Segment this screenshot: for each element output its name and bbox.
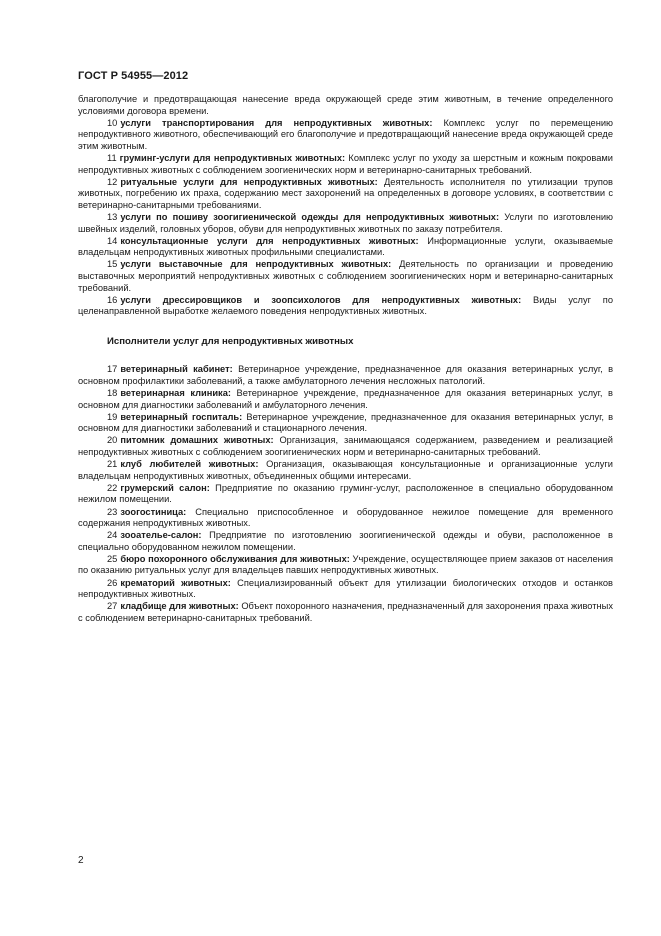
entry-term: питомник домашних животных: bbox=[120, 435, 274, 446]
entry-definition: Деятельность по организации и проведению выставочных мероприятий непродуктивных животных с соблюдением зоогигиенических норм и ветеринарно-санитарных требований. bbox=[78, 259, 613, 293]
entry-number: 25 bbox=[107, 553, 118, 564]
entry-definition: Специально приспособленное и оборудованное нежилое помещение для временного содержания непродуктивных животных. bbox=[78, 506, 613, 529]
definition-entry bbox=[78, 212, 613, 235]
entry-term: услуги выставочные для непродуктивных животных: bbox=[120, 259, 392, 270]
entry-definition: Информационные услуги, оказываемые владельцам непродуктивных животных профильными специалистами. bbox=[78, 235, 614, 258]
entry-number: 16 bbox=[107, 294, 118, 305]
definition-entry bbox=[78, 388, 613, 411]
definition-entry bbox=[78, 177, 613, 212]
definitions-services bbox=[78, 118, 613, 318]
definition-entry bbox=[78, 578, 613, 601]
definition-entry bbox=[78, 412, 613, 435]
entry-term: грумерский салон: bbox=[120, 482, 210, 493]
definitions-providers bbox=[78, 364, 613, 624]
entry-number: 27 bbox=[107, 601, 118, 612]
entry-term: кладбище для животных: bbox=[120, 601, 239, 612]
entry-definition: Виды услуг по целенаправленной выработке желаемого поведения непродуктивных животных. bbox=[78, 294, 613, 317]
entry-definition: Предприятие по изготовлению зоогигиенической одежды и обуви, расположенное в специально оборудованном нежилом помещении. bbox=[78, 530, 613, 552]
definition-entry bbox=[78, 601, 613, 624]
definition-entry bbox=[78, 554, 613, 577]
entry-definition: Специализированный объект для утилизации биологических отходов и останков непродуктивных животных. bbox=[78, 577, 613, 600]
definition-entry bbox=[78, 259, 613, 294]
entry-term: зоогостиница: bbox=[120, 506, 187, 517]
definition-entry bbox=[78, 153, 613, 176]
entry-number: 23 bbox=[107, 506, 118, 517]
document-header: ГОСТ Р 54955—2012 bbox=[78, 70, 189, 82]
entry-number: 19 bbox=[107, 411, 118, 422]
entry-number: 22 bbox=[107, 482, 118, 493]
entry-definition: Ветеринарное учреждение, предназначенное для оказания ветеринарных услуг, в основном для диагностики заболеваний и амбулаторного лечения. bbox=[78, 388, 614, 410]
definition-entry bbox=[78, 236, 613, 259]
entry-definition: Ветеринарное учреждение, предназначенное для оказания ветеринарных услуг, в основном профилактики заболеваний, а также амбулаторного лечения несложных патологий. bbox=[78, 364, 614, 386]
definition-entry bbox=[78, 530, 613, 553]
definition-entry bbox=[78, 483, 613, 506]
entry-definition: Деятельность исполнителя по утилизации трупов животных, погребению их праха, содержанию мест захоронений на определенных в договоре условиях, в соответствии с ветеринарно-санитарными требованиями. bbox=[78, 176, 613, 210]
entry-number: 21 bbox=[107, 459, 118, 470]
entry-term: клуб любителей животных: bbox=[120, 459, 259, 470]
entry-term: ветеринарный кабинет: bbox=[120, 364, 233, 375]
entry-term: ветеринарная клиника: bbox=[120, 388, 231, 399]
entry-number: 17 bbox=[107, 364, 118, 375]
entry-number: 10 bbox=[107, 117, 118, 128]
entry-term: услуги по пошиву зоогигиенической одежды для непродуктивных животных: bbox=[120, 211, 500, 222]
entry-term: услуги дрессировщиков и зоопсихологов для непродуктивных животных: bbox=[120, 294, 522, 305]
entry-term: ритуальные услуги для непродуктивных животных: bbox=[120, 176, 378, 187]
entry-term: бюро похоронного обслуживания для животных: bbox=[120, 553, 350, 564]
entry-definition: Организация, оказывающая консультационные и организационные услуги владельцам непродуктивных животных, объединенных общими интересами. bbox=[78, 459, 613, 481]
definition-entry bbox=[78, 364, 613, 387]
entry-number: 12 bbox=[107, 176, 118, 187]
entry-term: услуги транспортирования для непродуктивных животных: bbox=[120, 117, 433, 128]
document-body bbox=[78, 94, 613, 625]
entry-definition: Предприятие по оказанию груминг-услуг, расположенное в специально оборудованном нежилом помещении. bbox=[78, 482, 614, 505]
entry-definition: Услуги по изготовлению швейных изделий, головных уборов, обуви для непродуктивных животных по заказу потребителя. bbox=[78, 211, 613, 234]
entry-number: 11 bbox=[107, 152, 117, 163]
entry-definition: Учреждение, осуществляющее прием заказов от населения по оказанию ритуальных услуг для владельцев павших непродуктивных животных. bbox=[78, 553, 613, 576]
entry-definition: Комплекс услуг по уходу за шерстным и кожным покровами непродуктивных животных с соблюдением зоогиенических норм и ветеринарно-санитарных требований. bbox=[78, 152, 613, 175]
entry-term: консультационные услуги для непродуктивных животных: bbox=[120, 235, 419, 246]
definition-entry bbox=[78, 295, 613, 318]
definition-entry bbox=[78, 435, 613, 458]
entry-term: груминг-услуги для непродуктивных животных: bbox=[119, 152, 346, 163]
entry-term: ветеринарный госпиталь: bbox=[120, 411, 243, 422]
entry-number: 20 bbox=[107, 435, 118, 446]
entry-number: 13 bbox=[107, 211, 118, 222]
entry-definition: Комплекс услуг по перемещению непродуктивного животного, обеспечивающий его благополучие и предотвращающий нанесение вреда окружающей среде этим животным. bbox=[78, 117, 613, 151]
page-number: 2 bbox=[78, 855, 84, 866]
entry-term: зооателье-салон: bbox=[120, 530, 202, 541]
entry-number: 15 bbox=[107, 259, 118, 270]
section-subheading: Исполнители услуг для непродуктивных животных bbox=[107, 335, 354, 347]
entry-definition: Организация, занимающаяся содержанием, разведением и реализацией непродуктивных животных с соблюдением зоогигиенических норм и ветеринарно-санитарных требований. bbox=[78, 435, 613, 458]
definition-entry bbox=[78, 118, 613, 153]
entry-number: 18 bbox=[107, 388, 118, 399]
definition-entry bbox=[78, 459, 613, 482]
entry-definition: Объект похоронного назначения, предназначенный для захоронения праха животных с соблюдением ветеринарно-санитарных требований. bbox=[78, 601, 613, 623]
entry-number: 24 bbox=[107, 530, 118, 541]
entry-number: 14 bbox=[107, 235, 118, 246]
entry-number: 26 bbox=[107, 577, 118, 588]
entry-term: крематорий животных: bbox=[120, 577, 231, 588]
intro-paragraph: благополучие и предотвращающая нанесение вреда окружающей среде этим животным, в течение определенного условиями договора времени. bbox=[78, 94, 613, 116]
definition-entry bbox=[78, 507, 613, 530]
entry-definition: Ветеринарное учреждение, предназначенное для оказания ветеринарных услуг, в основном для диагностики заболеваний и стационарного лечения. bbox=[78, 411, 614, 434]
